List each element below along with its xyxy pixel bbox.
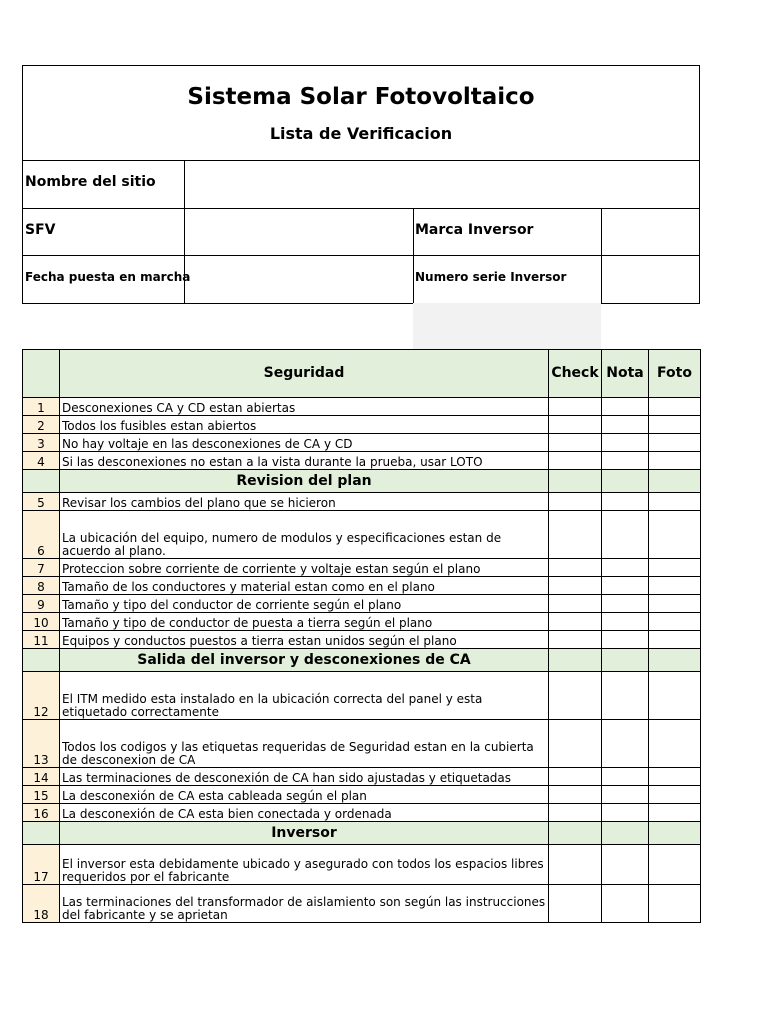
row-number: 8 xyxy=(23,577,60,595)
sfv-label: SFV xyxy=(25,222,56,238)
row-text: No hay voltaje en las desconexiones de CA y CD xyxy=(60,434,549,452)
row-number: 11 xyxy=(23,631,60,649)
row-number: 4 xyxy=(23,452,60,470)
section-header-row xyxy=(23,470,701,493)
note-cell[interactable] xyxy=(602,559,649,577)
table-row xyxy=(23,493,701,511)
row-text: Las terminaciones del transformador de aislamiento son según las instrucciones del fabricante y se aprietan xyxy=(60,885,549,923)
sfv-field[interactable] xyxy=(185,209,412,255)
note-cell[interactable] xyxy=(602,493,649,511)
photo-cell[interactable] xyxy=(649,416,701,434)
check-cell[interactable] xyxy=(549,416,602,434)
row-text: Todos los fusibles estan abiertos xyxy=(60,416,549,434)
photo-cell[interactable] xyxy=(649,595,701,613)
page-title: Sistema Solar Fotovoltaico xyxy=(187,84,535,110)
photo-cell[interactable] xyxy=(649,493,701,511)
inverter-brand-label: Marca Inversor xyxy=(415,222,534,238)
site-name-label: Nombre del sitio xyxy=(25,174,156,190)
section-header-row xyxy=(23,649,701,672)
row-text: La ubicación del equipo, numero de modulos y especificaciones estan de acuerdo al plano. xyxy=(60,511,549,559)
row-number: 12 xyxy=(23,672,60,720)
check-cell[interactable] xyxy=(549,452,602,470)
photo-cell[interactable] xyxy=(649,559,701,577)
row-number: 13 xyxy=(23,720,60,768)
note-cell[interactable] xyxy=(602,804,649,822)
column-header-check: Check xyxy=(549,350,602,398)
note-cell[interactable] xyxy=(602,768,649,786)
row-number: 3 xyxy=(23,434,60,452)
row-number: 17 xyxy=(23,845,60,885)
note-cell[interactable] xyxy=(602,885,649,923)
table-header-row xyxy=(23,350,701,398)
photo-cell[interactable] xyxy=(649,885,701,923)
section-title: Revision del plan xyxy=(60,470,549,493)
photo-cell[interactable] xyxy=(649,613,701,631)
row-number: 5 xyxy=(23,493,60,511)
check-cell[interactable] xyxy=(549,768,602,786)
table-row xyxy=(23,804,701,822)
photo-cell[interactable] xyxy=(649,845,701,885)
check-cell[interactable] xyxy=(549,398,602,416)
row-number: 14 xyxy=(23,768,60,786)
check-cell[interactable] xyxy=(549,786,602,804)
table-row xyxy=(23,434,701,452)
check-cell[interactable] xyxy=(549,804,602,822)
row-text: Revisar los cambios del plano que se hicieron xyxy=(60,493,549,511)
row-text: Las terminaciones de desconexión de CA han sido ajustadas y etiquetadas xyxy=(60,768,549,786)
row-text: Equipos y conductos puestos a tierra estan unidos según el plano xyxy=(60,631,549,649)
check-cell[interactable] xyxy=(549,434,602,452)
photo-cell[interactable] xyxy=(649,768,701,786)
divider xyxy=(413,208,414,304)
table-row xyxy=(23,885,701,923)
note-cell[interactable] xyxy=(602,452,649,470)
table-row xyxy=(23,416,701,434)
check-cell[interactable] xyxy=(549,613,602,631)
startup-date-field[interactable] xyxy=(185,256,412,303)
table-row xyxy=(23,398,701,416)
check-cell[interactable] xyxy=(549,559,602,577)
check-cell[interactable] xyxy=(549,493,602,511)
inverter-serial-field[interactable] xyxy=(602,256,699,303)
note-cell[interactable] xyxy=(602,613,649,631)
section-title: Salida del inversor y desconexiones de CA xyxy=(60,649,549,672)
row-number: 7 xyxy=(23,559,60,577)
checklist-table xyxy=(22,349,701,923)
row-text: El ITM medido esta instalado en la ubicación correcta del panel y esta etiquetado correctamente xyxy=(60,672,549,720)
note-cell[interactable] xyxy=(602,595,649,613)
note-cell[interactable] xyxy=(602,398,649,416)
shaded-cell xyxy=(413,303,601,350)
note-cell[interactable] xyxy=(602,672,649,720)
check-cell[interactable] xyxy=(549,511,602,559)
note-cell[interactable] xyxy=(602,720,649,768)
photo-cell[interactable] xyxy=(649,631,701,649)
table-row xyxy=(23,511,701,559)
page-subtitle: Lista de Verificacion xyxy=(269,124,453,143)
table-row xyxy=(23,786,701,804)
photo-cell[interactable] xyxy=(649,511,701,559)
row-number: 15 xyxy=(23,786,60,804)
section-header-row xyxy=(23,822,701,845)
column-header-seguridad: Seguridad xyxy=(60,350,549,398)
column-header-nota: Nota xyxy=(602,350,649,398)
table-row xyxy=(23,559,701,577)
startup-date-label: Fecha puesta en marcha xyxy=(25,270,191,284)
photo-cell[interactable] xyxy=(649,452,701,470)
photo-cell[interactable] xyxy=(649,577,701,595)
note-cell[interactable] xyxy=(602,631,649,649)
photo-cell[interactable] xyxy=(649,720,701,768)
photo-cell[interactable] xyxy=(649,786,701,804)
row-text: Todos los codigos y las etiquetas requeridas de Seguridad estan en la cubierta de desconexion de CA xyxy=(60,720,549,768)
check-cell[interactable] xyxy=(549,672,602,720)
row-number: 1 xyxy=(23,398,60,416)
inverter-serial-label: Numero serie Inversor xyxy=(415,270,567,284)
row-number: 18 xyxy=(23,885,60,923)
row-text: Tamaño de los conductores y material estan como en el plano xyxy=(60,577,549,595)
header-block xyxy=(22,65,700,304)
site-name-field[interactable] xyxy=(185,161,699,207)
row-number: 10 xyxy=(23,613,60,631)
photo-cell[interactable] xyxy=(649,804,701,822)
check-cell[interactable] xyxy=(549,885,602,923)
table-row xyxy=(23,768,701,786)
check-cell[interactable] xyxy=(549,577,602,595)
check-cell[interactable] xyxy=(549,845,602,885)
row-number: 6 xyxy=(23,511,60,559)
row-text: Tamaño y tipo del conductor de corriente según el plano xyxy=(60,595,549,613)
note-cell[interactable] xyxy=(602,416,649,434)
column-header-foto: Foto xyxy=(649,350,701,398)
row-text: Tamaño y tipo de conductor de puesta a tierra según el plano xyxy=(60,613,549,631)
row-text: Proteccion sobre corriente de corriente y voltaje estan según el plano xyxy=(60,559,549,577)
note-cell[interactable] xyxy=(602,786,649,804)
note-cell[interactable] xyxy=(602,845,649,885)
table-row xyxy=(23,720,701,768)
photo-cell[interactable] xyxy=(649,672,701,720)
table-row xyxy=(23,631,701,649)
table-row xyxy=(23,613,701,631)
section-title: Inversor xyxy=(60,822,549,845)
check-cell[interactable] xyxy=(549,595,602,613)
table-row xyxy=(23,452,701,470)
inverter-brand-field[interactable] xyxy=(602,209,699,255)
table-row xyxy=(23,577,701,595)
row-text: Desconexiones CA y CD estan abiertas xyxy=(60,398,549,416)
row-text: El inversor esta debidamente ubicado y asegurado con todos los espacios libres requeridos por el fabricante xyxy=(60,845,549,885)
table-row xyxy=(23,595,701,613)
check-cell[interactable] xyxy=(549,631,602,649)
photo-cell[interactable] xyxy=(649,398,701,416)
row-text: La desconexión de CA esta bien conectada y ordenada xyxy=(60,804,549,822)
row-number: 16 xyxy=(23,804,60,822)
row-text: Si las desconexiones no estan a la vista durante la prueba, usar LOTO xyxy=(60,452,549,470)
note-cell[interactable] xyxy=(602,434,649,452)
note-cell[interactable] xyxy=(602,577,649,595)
note-cell[interactable] xyxy=(602,511,649,559)
table-row xyxy=(23,845,701,885)
check-cell[interactable] xyxy=(549,720,602,768)
table-row xyxy=(23,672,701,720)
row-text: La desconexión de CA esta cableada según el plan xyxy=(60,786,549,804)
photo-cell[interactable] xyxy=(649,434,701,452)
row-number: 2 xyxy=(23,416,60,434)
row-number: 9 xyxy=(23,595,60,613)
